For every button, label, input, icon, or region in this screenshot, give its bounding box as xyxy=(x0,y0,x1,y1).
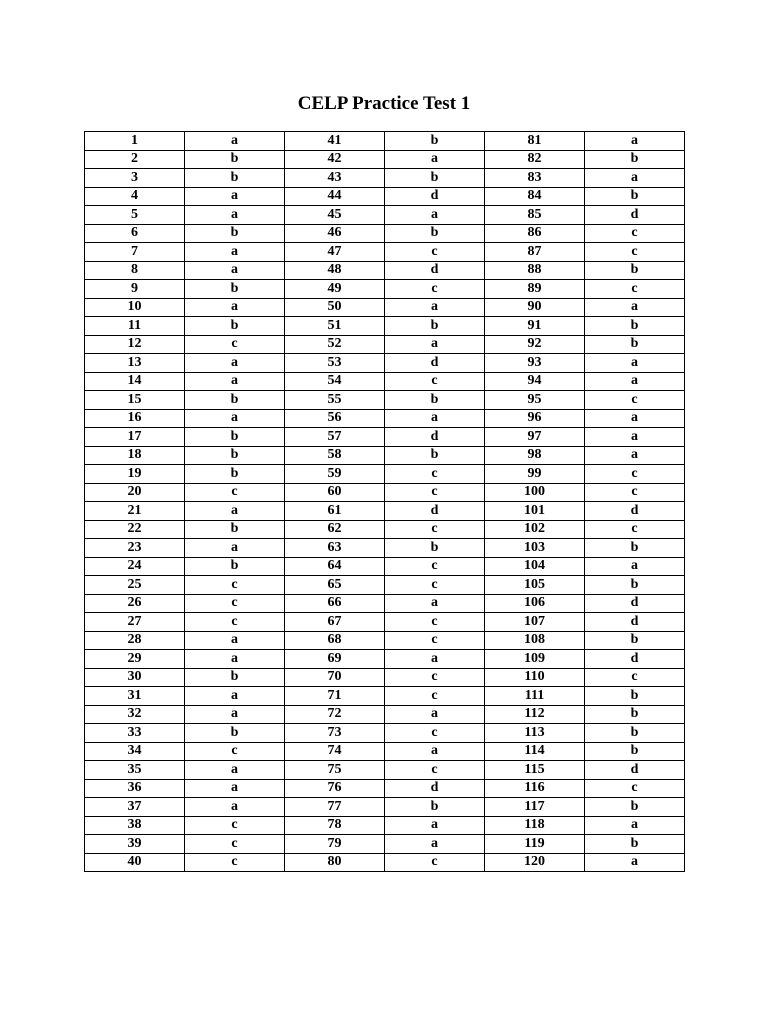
question-number-cell: 33 xyxy=(85,724,185,743)
question-number-cell: 44 xyxy=(285,187,385,206)
question-number-cell: 39 xyxy=(85,835,185,854)
answer-letter-cell: c xyxy=(585,465,685,484)
question-number-cell: 62 xyxy=(285,520,385,539)
answer-letter-cell: b xyxy=(385,391,485,410)
answer-letter-cell: c xyxy=(185,835,285,854)
question-number-cell: 20 xyxy=(85,483,185,502)
answer-letter-cell: b xyxy=(585,261,685,280)
question-number-cell: 86 xyxy=(485,224,585,243)
question-number-cell: 2 xyxy=(85,150,185,169)
answer-letter-cell: a xyxy=(385,298,485,317)
answer-letter-cell: c xyxy=(385,372,485,391)
answer-letter-cell: b xyxy=(585,317,685,336)
question-number-cell: 30 xyxy=(85,668,185,687)
table-row xyxy=(85,687,685,706)
table-row xyxy=(85,668,685,687)
question-number-cell: 18 xyxy=(85,446,185,465)
answer-letter-cell: b xyxy=(185,317,285,336)
table-row xyxy=(85,169,685,188)
answer-letter-cell: b xyxy=(185,446,285,465)
answer-letter-cell: a xyxy=(185,705,285,724)
answer-letter-cell: c xyxy=(185,742,285,761)
question-number-cell: 47 xyxy=(285,243,385,262)
question-number-cell: 61 xyxy=(285,502,385,521)
answer-letter-cell: a xyxy=(185,298,285,317)
question-number-cell: 72 xyxy=(285,705,385,724)
answer-letter-cell: b xyxy=(585,705,685,724)
answer-letter-cell: c xyxy=(185,594,285,613)
question-number-cell: 70 xyxy=(285,668,385,687)
answer-letter-cell: a xyxy=(585,428,685,447)
answer-letter-cell: c xyxy=(385,853,485,872)
answer-letter-cell: d xyxy=(585,594,685,613)
question-number-cell: 116 xyxy=(485,779,585,798)
question-number-cell: 98 xyxy=(485,446,585,465)
question-number-cell: 73 xyxy=(285,724,385,743)
answer-letter-cell: b xyxy=(185,557,285,576)
question-number-cell: 104 xyxy=(485,557,585,576)
question-number-cell: 76 xyxy=(285,779,385,798)
question-number-cell: 13 xyxy=(85,354,185,373)
question-number-cell: 50 xyxy=(285,298,385,317)
question-number-cell: 28 xyxy=(85,631,185,650)
question-number-cell: 69 xyxy=(285,650,385,669)
question-number-cell: 92 xyxy=(485,335,585,354)
question-number-cell: 90 xyxy=(485,298,585,317)
question-number-cell: 8 xyxy=(85,261,185,280)
answer-letter-cell: c xyxy=(185,853,285,872)
question-number-cell: 36 xyxy=(85,779,185,798)
answer-letter-cell: a xyxy=(185,687,285,706)
answer-letter-cell: d xyxy=(385,354,485,373)
question-number-cell: 56 xyxy=(285,409,385,428)
question-number-cell: 106 xyxy=(485,594,585,613)
table-row xyxy=(85,502,685,521)
question-number-cell: 87 xyxy=(485,243,585,262)
answer-letter-cell: a xyxy=(385,206,485,225)
question-number-cell: 64 xyxy=(285,557,385,576)
answer-letter-cell: a xyxy=(585,372,685,391)
question-number-cell: 41 xyxy=(285,132,385,151)
question-number-cell: 14 xyxy=(85,372,185,391)
answer-letter-cell: c xyxy=(385,557,485,576)
table-row xyxy=(85,150,685,169)
question-number-cell: 102 xyxy=(485,520,585,539)
question-number-cell: 66 xyxy=(285,594,385,613)
question-number-cell: 94 xyxy=(485,372,585,391)
question-number-cell: 21 xyxy=(85,502,185,521)
answer-letter-cell: d xyxy=(385,428,485,447)
answer-letter-cell: a xyxy=(585,557,685,576)
answer-letter-cell: c xyxy=(185,335,285,354)
answer-letter-cell: a xyxy=(185,132,285,151)
answer-letter-cell: c xyxy=(385,761,485,780)
table-row xyxy=(85,409,685,428)
question-number-cell: 77 xyxy=(285,798,385,817)
answer-letter-cell: c xyxy=(385,520,485,539)
question-number-cell: 71 xyxy=(285,687,385,706)
answer-letter-cell: a xyxy=(185,372,285,391)
question-number-cell: 118 xyxy=(485,816,585,835)
question-number-cell: 23 xyxy=(85,539,185,558)
question-number-cell: 7 xyxy=(85,243,185,262)
question-number-cell: 95 xyxy=(485,391,585,410)
question-number-cell: 12 xyxy=(85,335,185,354)
answer-letter-cell: d xyxy=(585,206,685,225)
answer-letter-cell: d xyxy=(385,779,485,798)
question-number-cell: 53 xyxy=(285,354,385,373)
table-row xyxy=(85,724,685,743)
question-number-cell: 15 xyxy=(85,391,185,410)
question-number-cell: 111 xyxy=(485,687,585,706)
table-row xyxy=(85,742,685,761)
answer-letter-cell: a xyxy=(585,853,685,872)
question-number-cell: 88 xyxy=(485,261,585,280)
question-number-cell: 59 xyxy=(285,465,385,484)
answer-letter-cell: a xyxy=(185,650,285,669)
table-row xyxy=(85,354,685,373)
question-number-cell: 96 xyxy=(485,409,585,428)
answer-letter-cell: c xyxy=(585,483,685,502)
question-number-cell: 78 xyxy=(285,816,385,835)
answer-letter-cell: a xyxy=(385,742,485,761)
question-number-cell: 48 xyxy=(285,261,385,280)
question-number-cell: 35 xyxy=(85,761,185,780)
answer-letter-cell: a xyxy=(385,835,485,854)
table-row xyxy=(85,557,685,576)
table-row xyxy=(85,613,685,632)
answer-letter-cell: a xyxy=(185,539,285,558)
question-number-cell: 51 xyxy=(285,317,385,336)
answer-letter-cell: c xyxy=(185,483,285,502)
question-number-cell: 117 xyxy=(485,798,585,817)
question-number-cell: 79 xyxy=(285,835,385,854)
answer-letter-cell: b xyxy=(385,798,485,817)
answer-letter-cell: d xyxy=(385,187,485,206)
answer-key-body xyxy=(85,132,685,872)
question-number-cell: 119 xyxy=(485,835,585,854)
question-number-cell: 55 xyxy=(285,391,385,410)
answer-letter-cell: b xyxy=(385,446,485,465)
answer-letter-cell: c xyxy=(385,668,485,687)
question-number-cell: 24 xyxy=(85,557,185,576)
question-number-cell: 32 xyxy=(85,705,185,724)
table-row xyxy=(85,576,685,595)
answer-letter-cell: c xyxy=(385,465,485,484)
question-number-cell: 10 xyxy=(85,298,185,317)
question-number-cell: 84 xyxy=(485,187,585,206)
answer-letter-cell: b xyxy=(185,169,285,188)
table-row xyxy=(85,594,685,613)
table-row xyxy=(85,446,685,465)
answer-letter-cell: b xyxy=(385,317,485,336)
answer-letter-cell: b xyxy=(385,132,485,151)
answer-letter-cell: b xyxy=(185,224,285,243)
answer-letter-cell: b xyxy=(385,539,485,558)
question-number-cell: 81 xyxy=(485,132,585,151)
table-row xyxy=(85,317,685,336)
answer-letter-cell: c xyxy=(385,280,485,299)
table-row xyxy=(85,428,685,447)
question-number-cell: 103 xyxy=(485,539,585,558)
question-number-cell: 91 xyxy=(485,317,585,336)
answer-letter-cell: a xyxy=(185,798,285,817)
question-number-cell: 83 xyxy=(485,169,585,188)
answer-letter-cell: a xyxy=(185,206,285,225)
answer-letter-cell: c xyxy=(585,280,685,299)
question-number-cell: 38 xyxy=(85,816,185,835)
answer-letter-cell: c xyxy=(185,576,285,595)
question-number-cell: 46 xyxy=(285,224,385,243)
answer-letter-cell: b xyxy=(385,224,485,243)
table-row xyxy=(85,391,685,410)
answer-letter-cell: d xyxy=(585,650,685,669)
answer-letter-cell: c xyxy=(185,613,285,632)
question-number-cell: 65 xyxy=(285,576,385,595)
table-row xyxy=(85,539,685,558)
question-number-cell: 37 xyxy=(85,798,185,817)
table-row xyxy=(85,335,685,354)
table-row xyxy=(85,853,685,872)
answer-letter-cell: b xyxy=(385,169,485,188)
question-number-cell: 97 xyxy=(485,428,585,447)
answer-letter-cell: a xyxy=(185,409,285,428)
answer-letter-cell: c xyxy=(585,391,685,410)
answer-letter-cell: c xyxy=(585,668,685,687)
table-row xyxy=(85,816,685,835)
question-number-cell: 85 xyxy=(485,206,585,225)
question-number-cell: 115 xyxy=(485,761,585,780)
answer-letter-cell: a xyxy=(185,779,285,798)
table-row xyxy=(85,132,685,151)
answer-letter-cell: a xyxy=(385,409,485,428)
table-row xyxy=(85,798,685,817)
answer-letter-cell: a xyxy=(585,354,685,373)
question-number-cell: 100 xyxy=(485,483,585,502)
question-number-cell: 26 xyxy=(85,594,185,613)
question-number-cell: 1 xyxy=(85,132,185,151)
answer-letter-cell: c xyxy=(385,576,485,595)
answer-letter-cell: c xyxy=(185,816,285,835)
table-row xyxy=(85,779,685,798)
answer-letter-cell: b xyxy=(185,724,285,743)
question-number-cell: 114 xyxy=(485,742,585,761)
question-number-cell: 82 xyxy=(485,150,585,169)
question-number-cell: 34 xyxy=(85,742,185,761)
answer-letter-cell: b xyxy=(585,631,685,650)
answer-letter-cell: c xyxy=(385,613,485,632)
question-number-cell: 68 xyxy=(285,631,385,650)
answer-letter-cell: a xyxy=(185,631,285,650)
question-number-cell: 52 xyxy=(285,335,385,354)
answer-letter-cell: a xyxy=(385,705,485,724)
question-number-cell: 74 xyxy=(285,742,385,761)
answer-letter-cell: c xyxy=(585,520,685,539)
question-number-cell: 57 xyxy=(285,428,385,447)
question-number-cell: 67 xyxy=(285,613,385,632)
answer-letter-cell: c xyxy=(385,631,485,650)
question-number-cell: 31 xyxy=(85,687,185,706)
question-number-cell: 109 xyxy=(485,650,585,669)
answer-letter-cell: d xyxy=(385,502,485,521)
table-row xyxy=(85,224,685,243)
answer-letter-cell: c xyxy=(385,687,485,706)
question-number-cell: 19 xyxy=(85,465,185,484)
question-number-cell: 49 xyxy=(285,280,385,299)
answer-letter-cell: a xyxy=(185,761,285,780)
question-number-cell: 113 xyxy=(485,724,585,743)
table-row xyxy=(85,187,685,206)
answer-letter-cell: b xyxy=(585,687,685,706)
question-number-cell: 101 xyxy=(485,502,585,521)
question-number-cell: 11 xyxy=(85,317,185,336)
answer-letter-cell: a xyxy=(385,150,485,169)
answer-letter-cell: a xyxy=(585,409,685,428)
answer-key-table xyxy=(84,131,685,872)
answer-letter-cell: a xyxy=(585,816,685,835)
question-number-cell: 80 xyxy=(285,853,385,872)
answer-letter-cell: a xyxy=(585,298,685,317)
answer-letter-cell: d xyxy=(585,761,685,780)
question-number-cell: 58 xyxy=(285,446,385,465)
question-number-cell: 63 xyxy=(285,539,385,558)
answer-letter-cell: c xyxy=(385,724,485,743)
question-number-cell: 108 xyxy=(485,631,585,650)
table-row xyxy=(85,631,685,650)
answer-letter-cell: b xyxy=(185,668,285,687)
page-title: CELP Practice Test 1 xyxy=(297,93,471,114)
question-number-cell: 120 xyxy=(485,853,585,872)
table-row xyxy=(85,761,685,780)
answer-letter-cell: b xyxy=(585,576,685,595)
question-number-cell: 54 xyxy=(285,372,385,391)
answer-letter-cell: a xyxy=(385,594,485,613)
answer-letter-cell: a xyxy=(385,816,485,835)
answer-letter-cell: a xyxy=(385,335,485,354)
answer-letter-cell: b xyxy=(185,520,285,539)
question-number-cell: 60 xyxy=(285,483,385,502)
answer-letter-cell: b xyxy=(585,187,685,206)
answer-letter-cell: a xyxy=(185,243,285,262)
question-number-cell: 29 xyxy=(85,650,185,669)
question-number-cell: 6 xyxy=(85,224,185,243)
question-number-cell: 5 xyxy=(85,206,185,225)
question-number-cell: 27 xyxy=(85,613,185,632)
table-row xyxy=(85,206,685,225)
answer-letter-cell: d xyxy=(585,502,685,521)
table-row xyxy=(85,705,685,724)
answer-letter-cell: b xyxy=(585,742,685,761)
answer-letter-cell: c xyxy=(385,243,485,262)
table-row xyxy=(85,520,685,539)
answer-letter-cell: a xyxy=(185,354,285,373)
answer-letter-cell: a xyxy=(185,502,285,521)
table-row xyxy=(85,243,685,262)
question-number-cell: 45 xyxy=(285,206,385,225)
table-row xyxy=(85,650,685,669)
answer-letter-cell: b xyxy=(585,835,685,854)
answer-letter-cell: b xyxy=(185,391,285,410)
answer-letter-cell: b xyxy=(585,724,685,743)
answer-letter-cell: c xyxy=(585,779,685,798)
question-number-cell: 93 xyxy=(485,354,585,373)
answer-letter-cell: c xyxy=(385,483,485,502)
question-number-cell: 16 xyxy=(85,409,185,428)
question-number-cell: 17 xyxy=(85,428,185,447)
answer-letter-cell: b xyxy=(585,335,685,354)
answer-letter-cell: b xyxy=(585,150,685,169)
question-number-cell: 9 xyxy=(85,280,185,299)
question-number-cell: 40 xyxy=(85,853,185,872)
table-row xyxy=(85,483,685,502)
answer-letter-cell: b xyxy=(585,539,685,558)
question-number-cell: 107 xyxy=(485,613,585,632)
table-row xyxy=(85,372,685,391)
question-number-cell: 22 xyxy=(85,520,185,539)
question-number-cell: 3 xyxy=(85,169,185,188)
question-number-cell: 25 xyxy=(85,576,185,595)
question-number-cell: 89 xyxy=(485,280,585,299)
question-number-cell: 43 xyxy=(285,169,385,188)
answer-letter-cell: c xyxy=(585,243,685,262)
answer-letter-cell: a xyxy=(385,650,485,669)
answer-letter-cell: b xyxy=(585,798,685,817)
answer-letter-cell: d xyxy=(585,613,685,632)
answer-letter-cell: d xyxy=(385,261,485,280)
answer-letter-cell: a xyxy=(585,169,685,188)
question-number-cell: 99 xyxy=(485,465,585,484)
answer-letter-cell: a xyxy=(585,446,685,465)
question-number-cell: 42 xyxy=(285,150,385,169)
question-number-cell: 75 xyxy=(285,761,385,780)
answer-letter-cell: c xyxy=(585,224,685,243)
answer-letter-cell: a xyxy=(185,187,285,206)
table-row xyxy=(85,465,685,484)
question-number-cell: 110 xyxy=(485,668,585,687)
question-number-cell: 105 xyxy=(485,576,585,595)
question-number-cell: 4 xyxy=(85,187,185,206)
answer-letter-cell: b xyxy=(185,465,285,484)
question-number-cell: 112 xyxy=(485,705,585,724)
table-row xyxy=(85,298,685,317)
answer-letter-cell: b xyxy=(185,150,285,169)
answer-letter-cell: b xyxy=(185,428,285,447)
answer-letter-cell: a xyxy=(185,261,285,280)
answer-letter-cell: a xyxy=(585,132,685,151)
table-row xyxy=(85,835,685,854)
table-row xyxy=(85,280,685,299)
answer-letter-cell: b xyxy=(185,280,285,299)
table-row xyxy=(85,261,685,280)
